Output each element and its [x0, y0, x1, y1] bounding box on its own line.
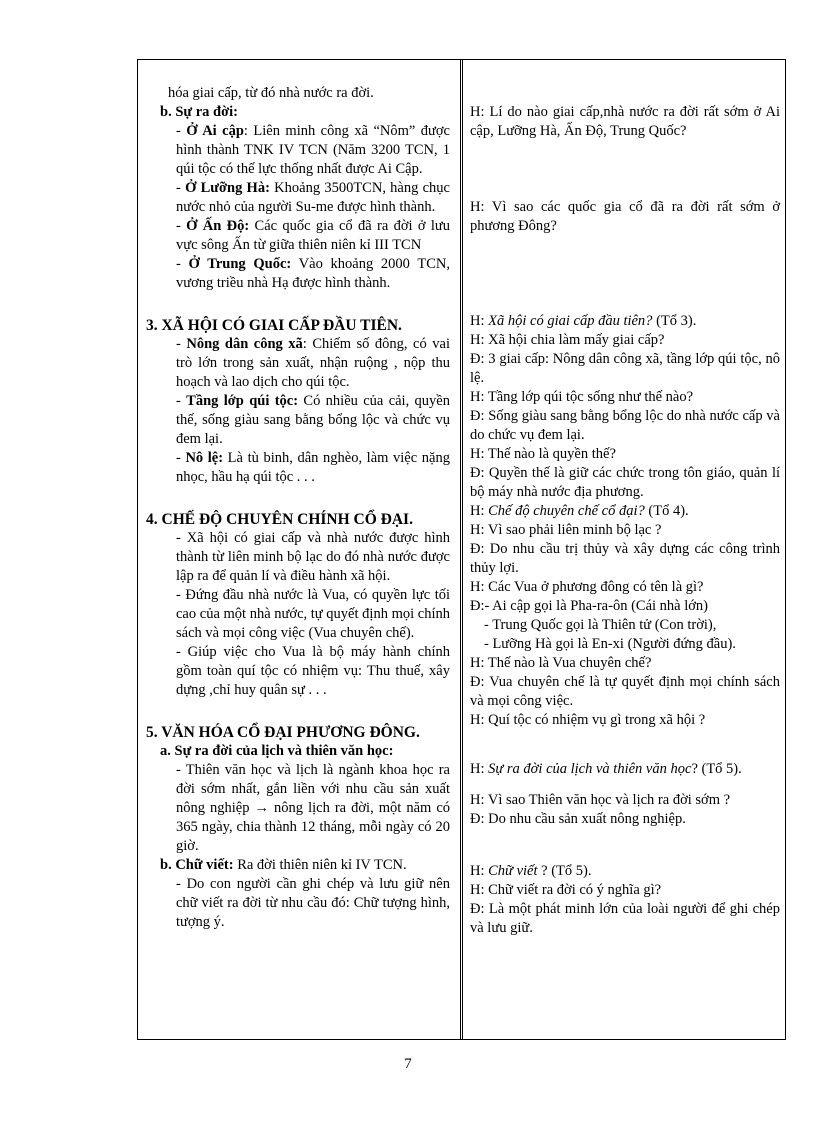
qa-line: H: Vì sao phải liên minh bộ lạc ?: [470, 522, 662, 538]
group-task-4: H: Chế độ chuyên chế cổ đại? (Tổ 4).: [470, 503, 689, 519]
qa-line: H: Xã hội chia làm mấy giai cấp?: [470, 332, 665, 348]
qa-line: Đ: Quyền thế là giữ các chức trong tôn giáo, quản lí bộ máy nhà nước địa phương.: [470, 465, 780, 500]
qa-line: H: Các Vua ở phương đông có tên là gì?: [470, 579, 704, 595]
paragraph-china: - Ở Trung Quốc: Vào khoảng 2000 TCN, vương triều nhà Hạ được hình thành.: [176, 256, 450, 291]
heading-section-4: 4. CHẾ ĐỘ CHUYÊN CHÍNH CỔ ĐẠI.: [146, 511, 413, 528]
lesson-table: [137, 59, 786, 1040]
qa-line: - Trung Quốc gọi là Thiên tử (Con trời),: [484, 617, 717, 633]
subheading-b-writing: b. Chữ viết: Ra đời thiên niên kỉ IV TCN.: [160, 857, 407, 873]
qa-line: Đ: Vua chuyên chế là tự quyết định mọi chính sách và mọi công việc.: [470, 674, 780, 709]
paragraph-egypt: - Ở Ai cập: Liên minh công xã “Nôm” được hình thành TNK IV TCN (Năm 3200 TCN, 1 qúi tộc có thế lực thống nhất được Ai Cập.: [176, 123, 450, 177]
question-origin: H: Lí do nào giai cấp,nhà nước ra đời rất sớm ở Ai cập, Lưỡng Hà, Ấn Độ, Trung Quốc?: [470, 104, 780, 139]
page-number: 7: [404, 1056, 412, 1072]
subheading-a-calendar: a. Sự ra đời của lịch và thiên văn học:: [160, 743, 394, 759]
content-column: [146, 84, 450, 932]
paragraph-calendar: - Thiên văn học và lịch là ngành khoa học ra đời sớm nhất, gắn liền với nhu cầu sản xuất nông nghiệp → nông lịch ra đời, một năm có 365 ngày, chia thành 12 tháng, mỗi ngày có 20 giờ.: [176, 762, 450, 854]
group-task-writing: H: Chữ viết ? (Tổ 5).: [470, 863, 592, 879]
qa-line: H: Thế nào là quyền thế?: [470, 446, 616, 462]
paragraph-india: - Ở Ấn Độ: Các quốc gia cổ đã ra đời ở lưu vực sông Ấn từ giữa thiên niên kỉ III TCN: [176, 218, 450, 253]
qa-column: [470, 103, 780, 938]
paragraph-administration: - Giúp việc cho Vua là bộ máy hành chính gồm toàn quí tộc có nhiệm vụ: Thu thuế, xây dựng ,chỉ huy quân sự . . .: [176, 644, 450, 698]
arrow-icon: →: [254, 800, 270, 816]
paragraph-state-formation: - Xã hội có giai cấp và nhà nước được hình thành từ liên minh bộ lạc do đó nhà nước được lập ra để quản lí và điều hành xã hội.: [176, 530, 450, 584]
qa-line: Đ: Sống giàu sang bằng bổng lộc do nhà nước cấp và do chức vụ đem lại.: [470, 408, 780, 443]
column-divider: [460, 60, 463, 1039]
paragraph-nobles: - Tầng lớp qúi tộc: Có nhiều của cải, quyền thế, sống giàu sang bằng bổng lộc và chức vụ đem lại.: [176, 393, 450, 447]
qa-line: Đ: 3 giai cấp: Nông dân công xã, tầng lớp qúi tộc, nô lệ.: [470, 351, 780, 386]
text-line: hóa giai cấp, từ đó nhà nước ra đời.: [168, 85, 374, 101]
qa-line: Đ: Do nhu cầu trị thủy và xây dựng các công trình thủy lợi.: [470, 541, 780, 576]
group-task-5: H: Sự ra đời của lịch và thiên văn học? (Tổ 5).: [470, 761, 742, 777]
heading-section-5: 5. VĂN HÓA CỔ ĐẠI PHƯƠNG ĐÔNG.: [146, 724, 420, 741]
paragraph-writing: - Do con người cần ghi chép và lưu giữ nên chữ viết ra đời từ nhu cầu đó: Chữ tượng hình, tượng ý.: [176, 876, 450, 930]
group-task-3: H: Xã hội có giai cấp đầu tiên? (Tổ 3).: [470, 313, 697, 329]
qa-line: H: Chữ viết ra đời có ý nghĩa gì?: [470, 882, 662, 898]
subheading-b-origin: b. Sự ra đời:: [160, 104, 238, 120]
qa-line: - Lưỡng Hà gọi là En-xi (Người đứng đầu).: [484, 636, 736, 652]
qa-line: H: Thế nào là Vua chuyên chế?: [470, 655, 652, 671]
paragraph-mesopotamia: - Ở Lưỡng Hà: Khoảng 3500TCN, hàng chục nước nhỏ của người Su-me được hình thành.: [176, 180, 450, 215]
qa-line: H: Quí tộc có nhiệm vụ gì trong xã hội ?: [470, 712, 706, 728]
qa-line: Đ: Là một phát minh lớn của loài người để ghi chép và lưu giữ.: [470, 901, 780, 936]
question-early-states: H: Vì sao các quốc gia cổ đã ra đời rất sớm ở phương Đông?: [470, 199, 780, 234]
qa-line: Đ:- Ai cập gọi là Pha-ra-ôn (Cái nhà lớn): [470, 598, 708, 614]
qa-line: H: Vì sao Thiên văn học và lịch ra đời sớm ?: [470, 792, 731, 808]
paragraph-king: - Đứng đầu nhà nước là Vua, có quyền lực tối cao của một nhà nước, tự quyết định mọi chính sách và mọi công việc (Vua chuyên chế).: [176, 587, 450, 641]
qa-line: H: Tầng lớp qúi tộc sống như thế nào?: [470, 389, 694, 405]
paragraph-farmers: - Nông dân công xã: Chiếm số đông, có vai trò lớn trong sản xuất, nhận ruộng , nộp thu hoạch và lao dịch cho qúi tộc.: [176, 336, 450, 390]
paragraph-slaves: - Nô lệ: Là tù binh, dân nghèo, làm việc nặng nhọc, hầu hạ qúi tộc . . .: [176, 450, 450, 485]
heading-section-3: 3. XÃ HỘI CÓ GIAI CẤP ĐẦU TIÊN.: [146, 317, 402, 334]
qa-line: Đ: Do nhu cầu sản xuất nông nghiệp.: [470, 811, 686, 827]
